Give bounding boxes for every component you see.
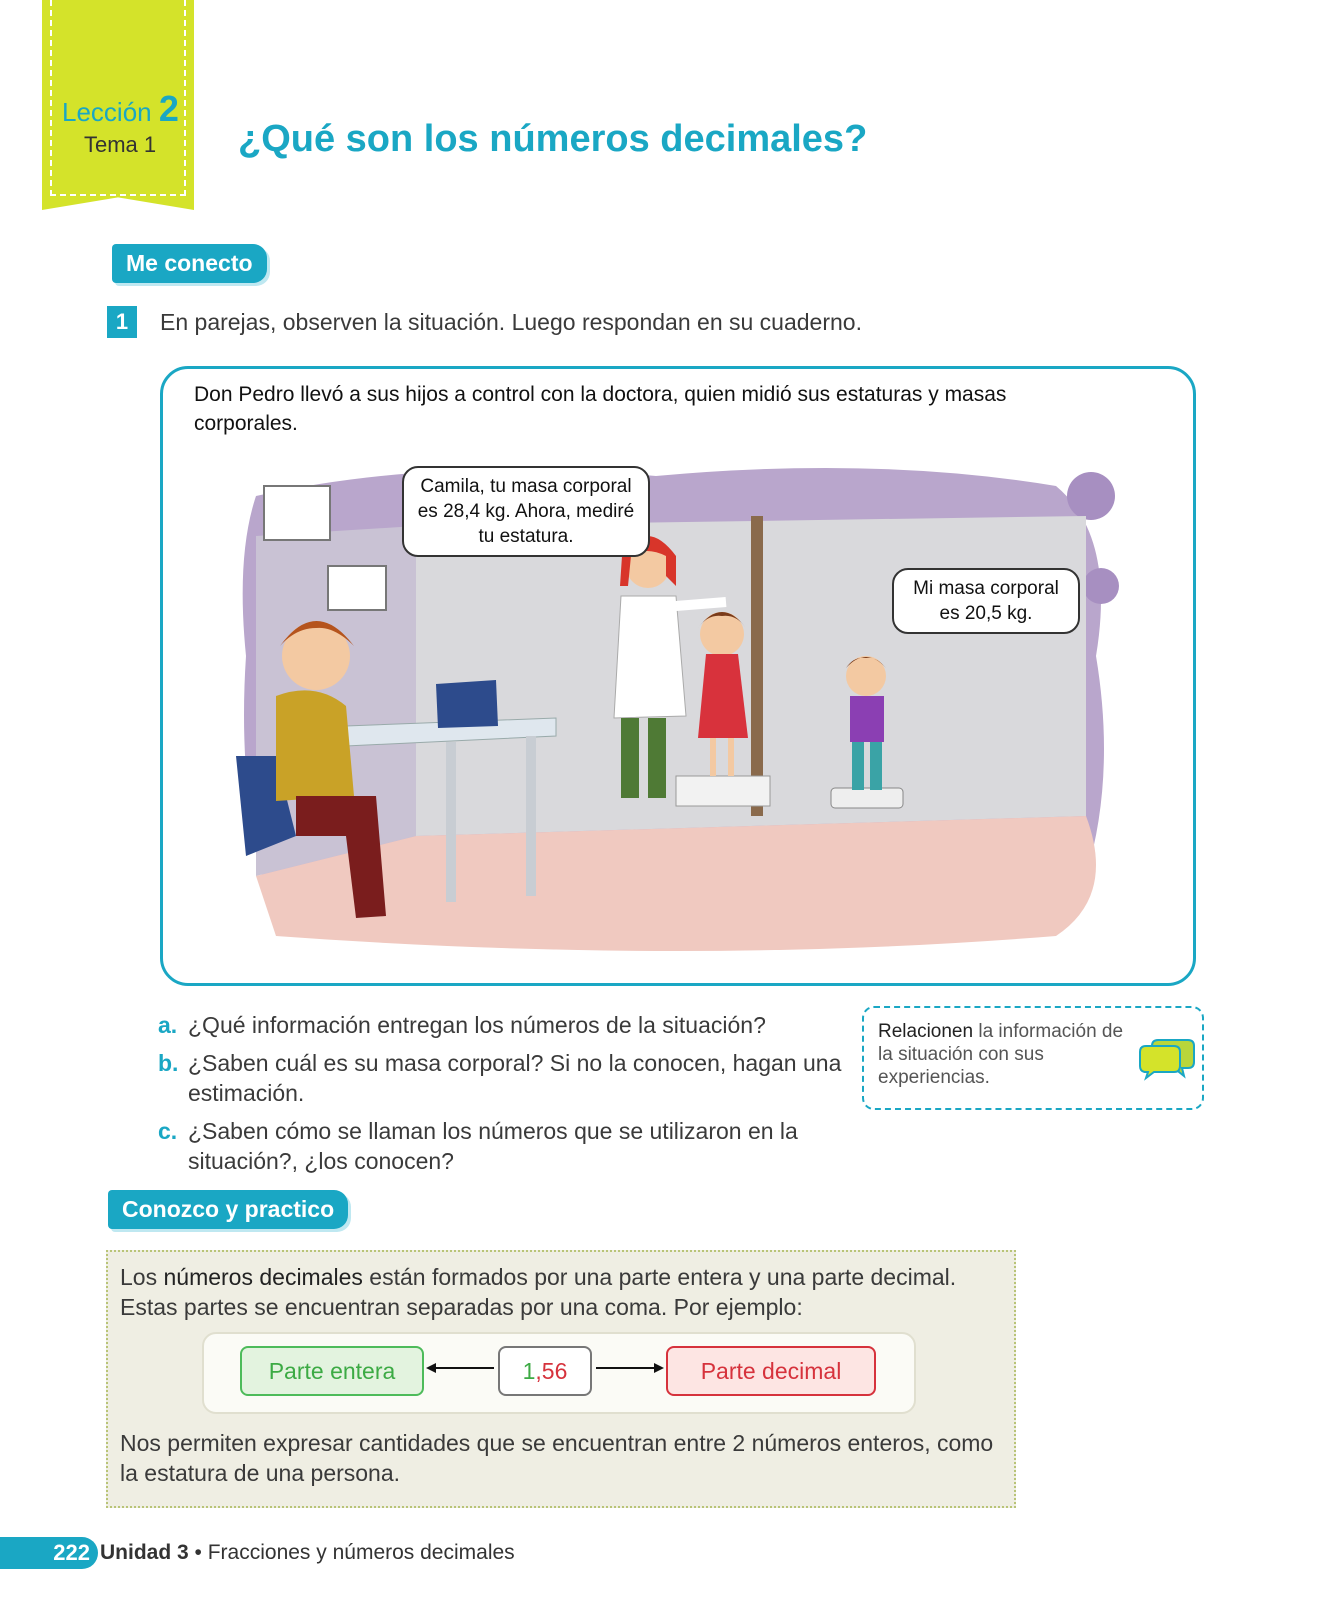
question-b-text: ¿Saben cuál es su masa corporal? Si no la conocen, hagan una estimación. [188,1050,842,1106]
question-a-label: a. [158,1012,178,1038]
activity-instruction: En parejas, observen la situación. Luego respondan en su cuaderno. [160,309,862,335]
arrow-right-icon [594,1358,664,1378]
tip-text [878,1020,1133,1089]
integer-part-label: Parte entera [240,1346,424,1396]
concept-term: números decimales [163,1264,363,1290]
lesson-label: Lección 2 [62,88,179,129]
lesson-topic: Tema 1 [84,132,157,157]
question-c-text: ¿Saben cómo se llaman los números que se utilizaron en la situación?, ¿los conocen? [188,1118,798,1174]
footer-topic: Fracciones y números decimales [207,1541,515,1564]
activity-number: 1 [107,306,137,338]
speech-bubble-doctor: Camila, tu masa corporal es 28,4 kg. Ahora, mediré tu estatura. [402,466,650,557]
speech-bubble-boy: Mi masa corporal es 20,5 kg. [892,568,1080,634]
question-b-label: b. [158,1050,179,1076]
question-c [158,1116,848,1176]
example-number-int: 1 [522,1358,536,1384]
lesson-tab-dash-bottom [50,194,186,196]
section-tag-me-conecto: Me conecto [112,244,267,283]
concept-outro: Nos permiten expresar cantidades que se encuentran entre 2 números enteros, como la estatura de una persona. [120,1430,994,1486]
example-number [498,1346,592,1396]
question-a [158,1010,848,1040]
page-number: 222 [0,1537,98,1569]
footer-text [100,1541,515,1565]
example-number-dec: ,56 [535,1358,568,1384]
page-title: ¿Qué son los números decimales? [238,118,868,160]
section-tag-conozco-y-practico: Conozco y practico [108,1190,348,1229]
question-c-label: c. [158,1118,178,1144]
concept-intro: Los números decimales están formados por una parte entera y una parte decimal. Estas partes se encuentran separadas por una coma. Por ejemplo: [120,1264,957,1320]
tip-bold: Relacionen [878,1021,974,1042]
footer-unit: Unidad 3 [100,1541,189,1564]
tip-rest: la información de la situación con sus experiencias. [878,1021,1124,1088]
arrow-left-icon [426,1358,496,1378]
question-a-text: ¿Qué información entregan los números de la situación? [188,1012,766,1038]
lesson-number: 2 [158,88,179,129]
speech-bubbles-icon [1138,1036,1196,1082]
illustration-doctor-office [236,456,1142,976]
question-b [158,1048,848,1108]
decimal-part-label: Parte decimal [666,1346,876,1396]
question-list [158,1010,848,1184]
footer-sep: • [188,1541,208,1564]
story-text: Don Pedro llevó a sus hijos a control con la doctora, quien midió sus estaturas y masas corporales. [194,383,1007,435]
